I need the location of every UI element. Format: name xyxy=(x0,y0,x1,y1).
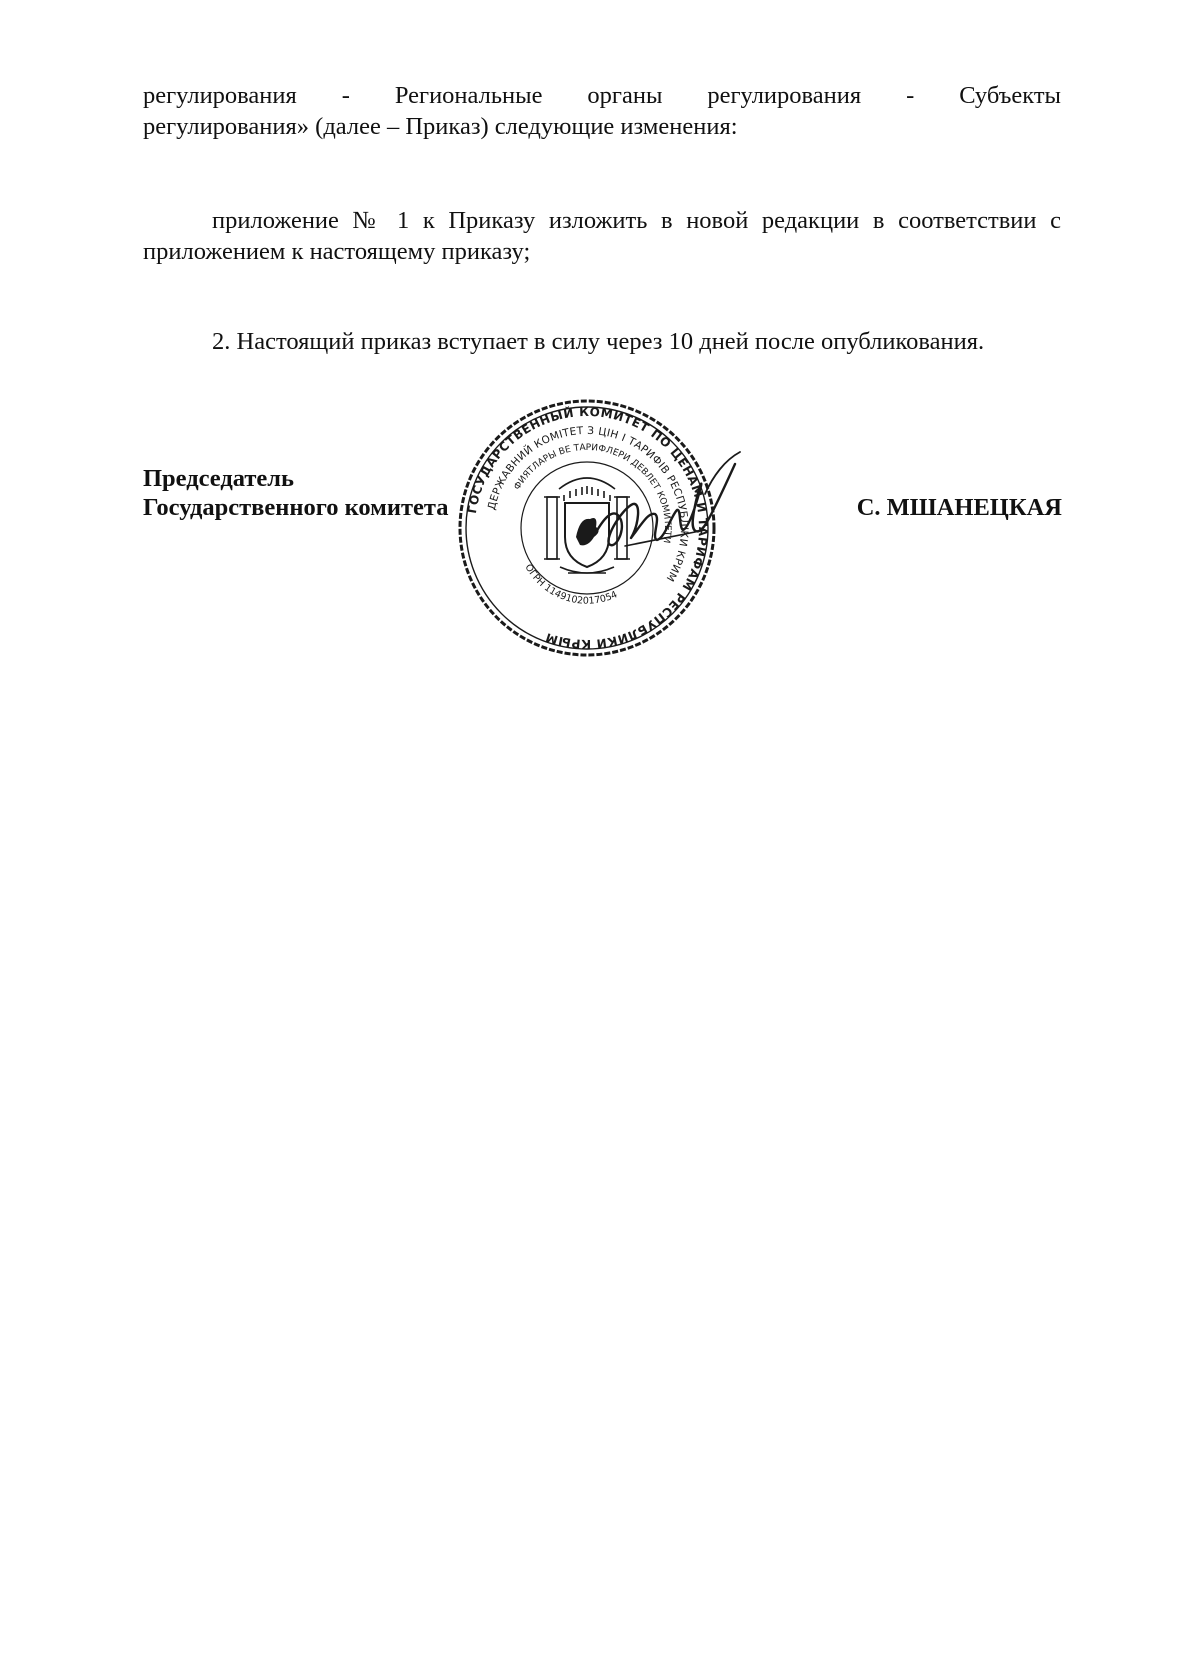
paragraph-line: приложение № 1 к Приказу изложить в новой редакции в соответствии с xyxy=(212,207,1061,234)
seal-middle-text: ДЕРЖАВНИЙ КОМІТЕТ З ЦІН І ТАРИФІВ РЕСПУБЛІКИ КРИМ xyxy=(485,424,691,584)
paragraph-line: регулирования» (далее – Приказ) следующие изменения: xyxy=(143,113,738,140)
paragraph-appendix-change xyxy=(143,205,1061,267)
paragraph-line: 2. Настоящий приказ вступает в силу через 10 дней после опубликования. xyxy=(212,328,985,355)
handwritten-signature xyxy=(585,446,745,591)
position-line: Государственного комитета xyxy=(143,494,449,521)
seal-inner-text: ФИЯТЛАРЫ ВЕ ТАРИФЛЕРИ ДЕВЛЕТ КОМИТЕТИ xyxy=(512,442,673,544)
position-line: Председатель xyxy=(143,465,294,492)
paragraph-line: регулирования - Региональные органы регулирования - Субъекты xyxy=(143,82,1061,109)
signatory-position xyxy=(143,464,448,522)
paragraph-amendments-intro xyxy=(143,80,1061,142)
paragraph-effective-date xyxy=(143,326,1061,357)
paragraph-line: приложением к настоящему приказу; xyxy=(143,238,531,265)
signatory-name: С. МШАНЕЦКАЯ xyxy=(856,494,1062,521)
seal-outer-text: ГОСУДАРСТВЕННЫЙ КОМИТЕТ ПО ЦЕНАМ И ТАРИФАМ РЕСПУБЛИКИ КРЫМ xyxy=(464,404,711,652)
seal-ogrn-text: ОГРН 1149102017054 xyxy=(522,562,620,607)
